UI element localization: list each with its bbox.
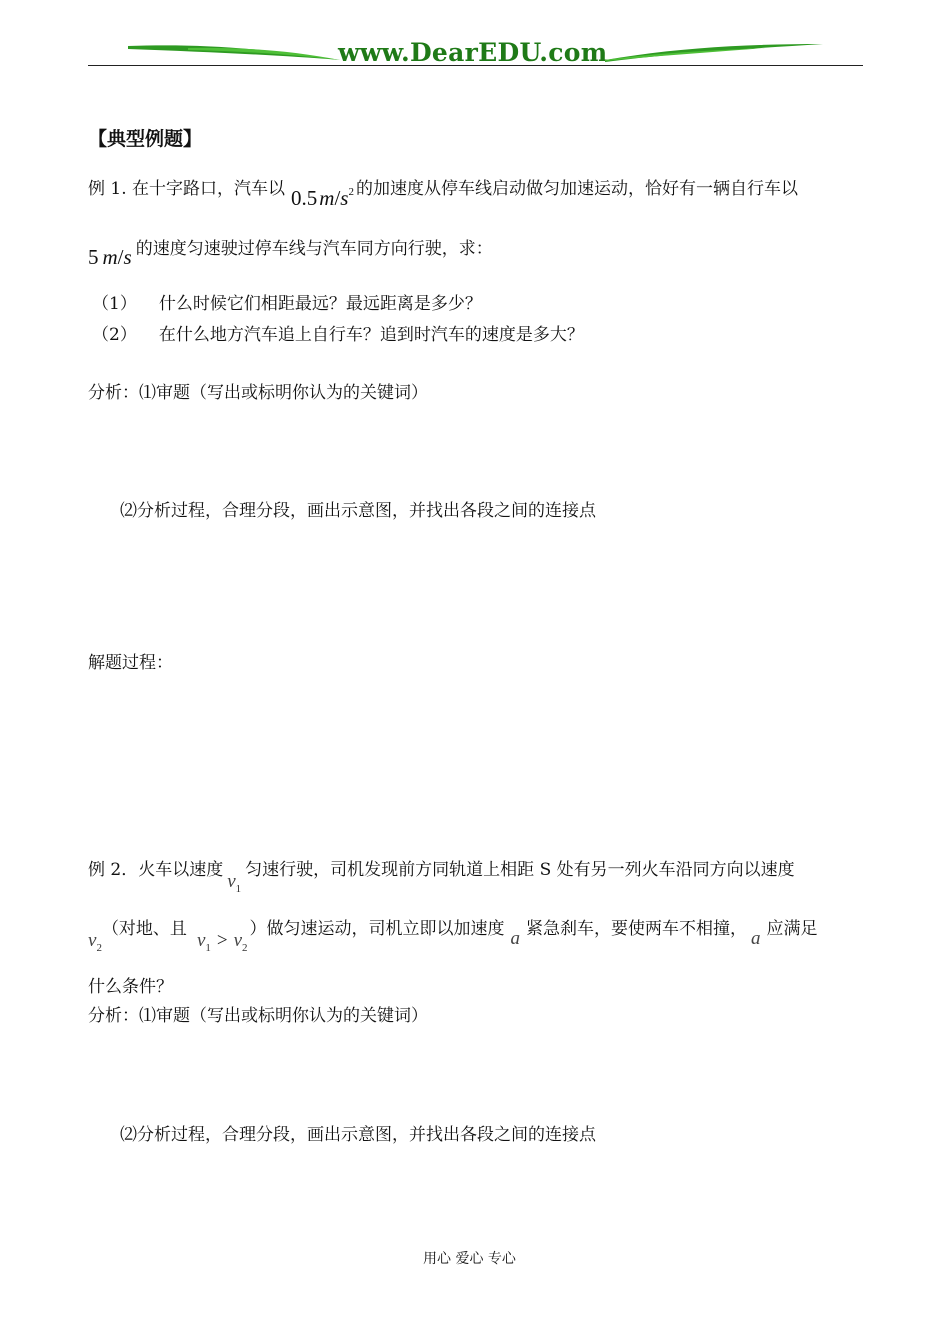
example1-line2-text: 的速度匀速驶过停车线与汽车同方向行驶，求： <box>135 239 493 259</box>
example1-analysis-step2: ⑵分析过程，合理分段，画出示意图，并找出各段之间的连接点 <box>120 501 596 521</box>
question-2-text: 在什么地方汽车追上自行车？追到时汽车的速度是多大？ <box>158 325 584 345</box>
example2-line2 <box>88 914 818 954</box>
question-2 <box>92 320 584 345</box>
speed-value: 5 <box>88 245 99 269</box>
example1-analysis-step1: 分析：⑴审题（写出或标明你认为的关键词） <box>88 383 428 403</box>
speed-formula <box>88 245 132 269</box>
site-logo: www.DearEDU.com <box>338 38 608 67</box>
inequality-v2-letter: v <box>233 930 243 951</box>
v2-letter: v <box>88 930 97 951</box>
acceleration-formula <box>291 186 354 210</box>
accel-unit-exponent: 2 <box>348 186 354 198</box>
example2-line2-middle: ）做匀速运动，司机立即以加速度 <box>249 919 505 939</box>
speed-unit-m: m <box>102 245 118 269</box>
example2-analysis-step1: 分析：⑴审题（写出或标明你认为的关键词） <box>88 1006 428 1026</box>
accel-unit-slash: / <box>334 186 341 210</box>
acceleration-symbol: a <box>510 928 521 949</box>
v2-symbol <box>88 930 102 954</box>
example1-line1-suffix: 的加速度从停车线启动做匀加速运动，恰好有一辆自行车以 <box>355 179 798 199</box>
greater-than-sign: > <box>216 930 228 951</box>
inequality-v1-letter: v <box>196 930 206 951</box>
question-1-text: 什么时候它们相距最远？最远距离是多少？ <box>158 294 482 314</box>
example2-line1-prefix: 例 2．火车以速度 <box>88 860 224 880</box>
example2-line2-end: 紧急刹车，要使两车不相撞， <box>526 919 748 939</box>
question-1 <box>92 289 482 314</box>
header-rule <box>88 65 863 66</box>
example1-line1-prefix: 例 1. 在十字路口，汽车以 <box>88 179 286 199</box>
question-1-number: （1） <box>92 294 137 314</box>
speed-unit-slash: / <box>117 245 124 269</box>
inequality <box>196 930 248 954</box>
acceleration-symbol-2: a <box>751 928 761 949</box>
v1-subscript: 1 <box>235 883 242 895</box>
accel-unit-m: m <box>319 186 335 210</box>
inequality-v2-subscript: 2 <box>242 942 248 954</box>
page-footer: 用心 爱心 专心 <box>423 1251 516 1267</box>
example2-line2-condition-prefix: （对地、且 <box>101 919 187 939</box>
example2-line2-tail: 应满足 <box>766 919 818 939</box>
example1-line1 <box>88 174 798 210</box>
v2-subscript: 2 <box>96 942 102 954</box>
right-swoosh-decoration <box>605 38 825 68</box>
question-2-number: （2） <box>92 325 137 345</box>
example1-line2 <box>88 234 493 269</box>
example2-analysis-step2: ⑵分析过程，合理分段，画出示意图，并找出各段之间的连接点 <box>120 1125 596 1145</box>
example2-line1 <box>88 855 795 895</box>
left-swoosh-decoration <box>128 38 343 68</box>
speed-unit-s: s <box>123 245 132 269</box>
section-title: 【典型例题】 <box>88 128 203 150</box>
accel-unit-s: s <box>340 186 349 210</box>
accel-value: 0.5 <box>291 186 318 210</box>
solution-label: 解题过程： <box>88 653 173 673</box>
inequality-v1-subscript: 1 <box>205 942 211 954</box>
example2-line1-suffix: 匀速行驶，司机发现前方同轨道上相距 S 处有另一列火车沿同方向以速度 <box>245 860 795 880</box>
example2-line3: 什么条件？ <box>88 977 173 997</box>
v1-symbol <box>227 871 242 895</box>
v1-letter: v <box>227 871 236 892</box>
